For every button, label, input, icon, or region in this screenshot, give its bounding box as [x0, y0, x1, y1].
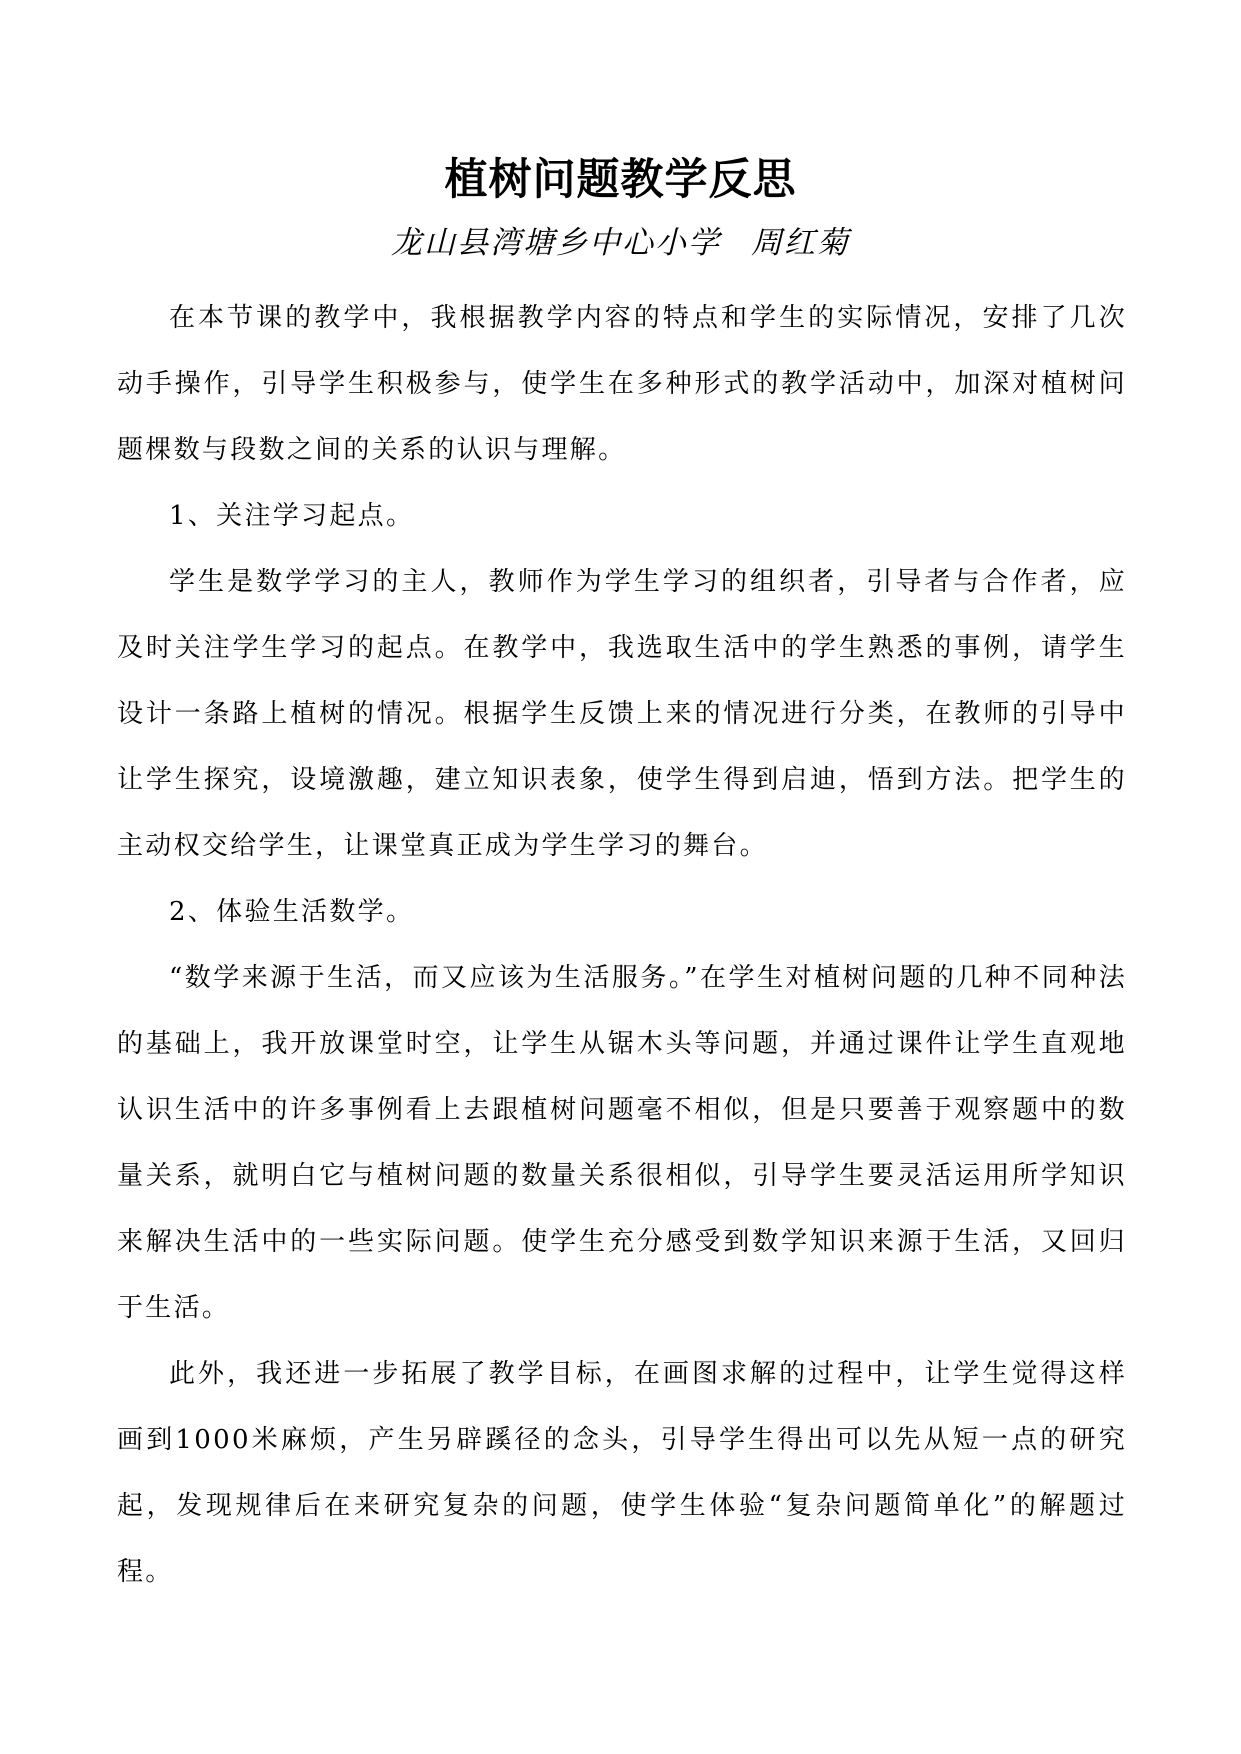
paragraph-intro: 在本节课的教学中，我根据教学内容的特点和学生的实际情况，安排了几次动手操作，引导学生积极参与，使学生在多种形式的教学活动中，加深对植树问题棵数与段数之间的关系的认识与理解。 [117, 303, 1127, 465]
paragraph-section-1: 学生是数学学习的主人，教师作为学生学习的组织者，引导者与合作者，应及时关注学生学习的起点。在教学中，我选取生活中的学生熟悉的事例，请学生设计一条路上植树的情况。根据学生反馈上来的情况进行分类，在教师的引导中让学生探究，设境激趣，建立知识表象，使学生得到启迪，悟到方法。把学生的主动权交给学生，让课堂真正成为学生学习的舞台。 [117, 567, 1127, 861]
section-heading-2: 2、体验生活数学。 [169, 897, 415, 927]
paragraph-conclusion: 此外，我还进一步拓展了教学目标，在画图求解的过程中，让学生觉得这样画到1000米麻烦，产生另辟蹊径的念头，引导学生得出可以先从短一点的研究起，发现规律后在来研究复杂的问题，使学生体验“复杂问题简单化”的解题过程。 [117, 1359, 1127, 1587]
document-title: 植树问题教学反思 [444, 155, 797, 205]
section-heading-1: 1、关注学习起点。 [169, 501, 415, 531]
paragraph-section-2: “数学来源于生活，而又应该为生活服务。”在学生对植树问题的几种不同种法的基础上，我开放课堂时空，让学生从锯木头等问题，并通过课件让学生直观地认识生活中的许多事例看上去跟植树问题毫不相似，但是只要善于观察题中的数量关系，就明白它与植树问题的数量关系很相似，引导学生要灵活运用所学知识来解决生活中的一些实际问题。使学生充分感受到数学知识来源于生活，又回归于生活。 [117, 963, 1127, 1323]
author-name: 周红菊 [751, 225, 850, 261]
document-byline [0, 220, 1241, 266]
document-body [117, 285, 1127, 1605]
author-school: 龙山县湾塘乡中心小学 [391, 225, 721, 261]
